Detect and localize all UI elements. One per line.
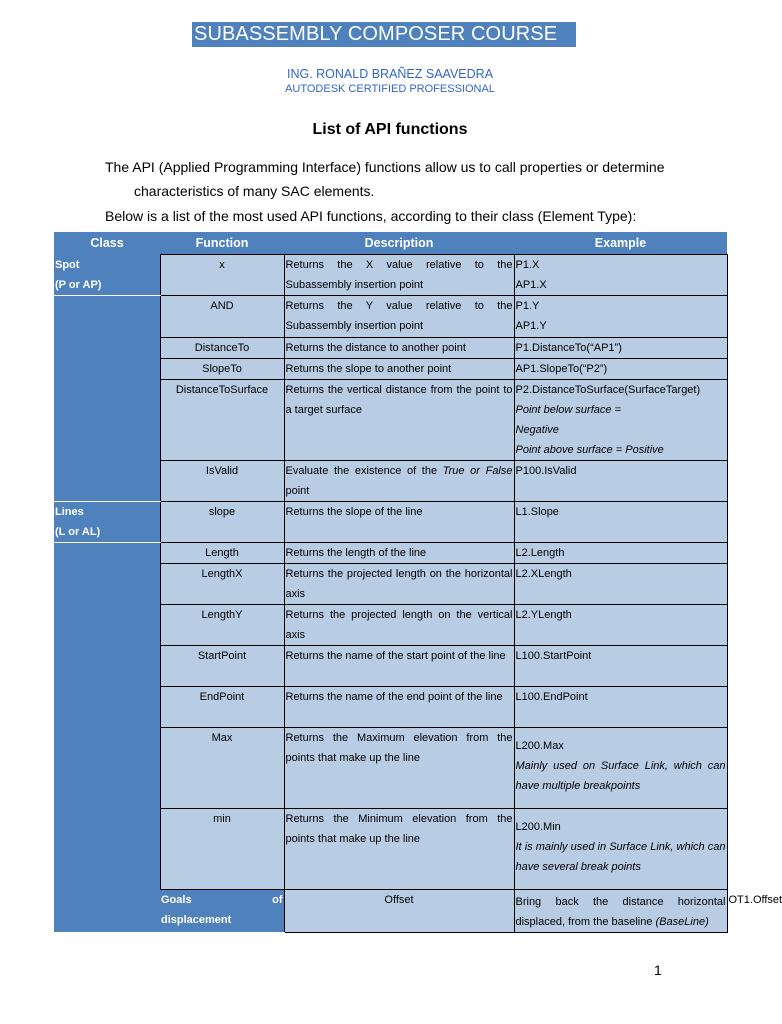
- api-functions-table: [54, 232, 782, 933]
- description-text: Evaluate the existence of the: [285, 465, 443, 477]
- function-description: Returns the Minimum elevation from the points that make up the line: [284, 809, 514, 890]
- function-example: P100.IsValid: [514, 461, 727, 502]
- example-line: P1.Y: [515, 300, 540, 312]
- header-example: Example: [514, 232, 727, 255]
- header-description: Description: [284, 232, 514, 255]
- function-description: Returns the slope of the line: [284, 502, 514, 543]
- function-example: L100.EndPoint: [514, 687, 727, 728]
- description-text: Bring back the distance horizontal displaced, from the baseline: [515, 896, 726, 928]
- intro-paragraph-line1: The API (Applied Programming Interface) functions allow us to call properties or determine: [105, 159, 665, 175]
- class-label: Spot: [55, 258, 80, 271]
- example-note: It is mainly used in Surface Link, which can have several break points: [515, 841, 726, 873]
- function-name: min: [160, 809, 284, 890]
- author-certification: AUTODESK CERTIFIED PROFESSIONAL: [285, 83, 495, 95]
- class-sublabel: displacement: [161, 914, 232, 926]
- function-description: Returns the projected length on the horizontal axis: [284, 564, 514, 605]
- function-example: L1.Slope: [514, 502, 727, 543]
- function-name: x: [160, 255, 284, 296]
- example-line: AP1.X: [515, 279, 547, 291]
- function-example: [514, 255, 727, 296]
- example-line: P2.DistanceToSurface(SurfaceTarget): [515, 384, 701, 396]
- example-line: L200.Min: [515, 821, 561, 833]
- function-example: [514, 296, 727, 338]
- example-line: AP1.Y: [515, 320, 547, 332]
- function-name: Length: [160, 543, 284, 564]
- class-label: Lines: [55, 506, 84, 518]
- function-name: AND: [160, 296, 284, 338]
- description-emphasis: (BaseLine): [655, 916, 709, 928]
- function-example: [514, 809, 727, 890]
- function-description: Returns the Maximum elevation from the points that make up the line: [284, 728, 514, 809]
- function-description: [514, 890, 727, 933]
- function-description: Returns the name of the start point of the line: [284, 646, 514, 687]
- function-name: DistanceTo: [160, 338, 284, 359]
- class-label: Goals: [161, 894, 192, 906]
- header-class: Class: [54, 232, 160, 255]
- function-name: LengthX: [160, 564, 284, 605]
- function-name: Max: [160, 728, 284, 809]
- intro-paragraph-line2: characteristics of many SAC elements.: [134, 183, 375, 199]
- class-cell-spot-continued: [54, 296, 160, 502]
- example-note: Mainly used on Surface Link, which can have multiple breakpoints: [515, 760, 726, 792]
- class-cell-goals: [160, 890, 284, 933]
- function-description: Returns the Y value relative to the Subassembly insertion point: [284, 296, 514, 338]
- function-example: L2.XLength: [514, 564, 727, 605]
- function-example: [514, 380, 727, 461]
- class-sublabel: (L or AL): [55, 526, 101, 538]
- function-example: L2.Length: [514, 543, 727, 564]
- table-row: [54, 296, 727, 338]
- function-description: [284, 461, 514, 502]
- function-example: L2.YLength: [514, 605, 727, 646]
- function-description: Returns the X value relative to the Subassembly insertion point: [284, 255, 514, 296]
- function-name: DistanceToSurface: [160, 380, 284, 461]
- function-description: Returns the length of the line: [284, 543, 514, 564]
- table-header-row: [54, 232, 727, 255]
- function-name: EndPoint: [160, 687, 284, 728]
- example-note: Negative: [515, 424, 559, 436]
- class-cell-spot: [54, 255, 160, 296]
- function-name: slope: [160, 502, 284, 543]
- class-label: of: [272, 894, 283, 906]
- example-line: L200.Max: [515, 740, 564, 752]
- function-example: P1.DistanceTo(“AP1”): [514, 338, 727, 359]
- author-name: ING. RONALD BRAÑEZ SAAVEDRA: [286, 67, 494, 81]
- function-name: SlopeTo: [160, 359, 284, 380]
- class-cell-lines: [54, 502, 160, 543]
- table-row: Goals of displacement Offset Bring back the distance horizontal displaced, from the baseline (BaseLine) OT1.Offset: [54, 890, 727, 933]
- function-example: L100.StartPoint: [514, 646, 727, 687]
- class-sublabel: (P or AP): [55, 278, 102, 291]
- table-row: [54, 502, 727, 543]
- function-name: LengthY: [160, 605, 284, 646]
- function-name: StartPoint: [160, 646, 284, 687]
- function-description: Returns the distance to another point: [284, 338, 514, 359]
- class-cell-lines-continued: [54, 543, 160, 933]
- function-example: [514, 728, 727, 809]
- function-example: AP1.SlopeTo(“P2”): [514, 359, 727, 380]
- table-row: [54, 255, 727, 296]
- function-description: Returns the projected length on the vertical axis: [284, 605, 514, 646]
- page-number: 1: [654, 962, 662, 978]
- description-text: point: [285, 485, 310, 497]
- example-line: P1.X: [515, 259, 540, 271]
- description-emphasis: True or False: [442, 465, 513, 477]
- document-title: List of API functions: [312, 121, 468, 138]
- function-name: IsValid: [160, 461, 284, 502]
- header-function: Function: [160, 232, 284, 255]
- example-note: Point below surface =: [515, 404, 621, 416]
- function-description: Returns the vertical distance from the point to a target surface: [284, 380, 514, 461]
- function-description: Returns the name of the end point of the line: [284, 687, 514, 728]
- example-note: Point above surface = Positive: [515, 444, 664, 456]
- intro-list-caption: Below is a list of the most used API functions, according to their class (Element Type):: [105, 208, 637, 224]
- course-banner: SUBASSEMBLY COMPOSER COURSE: [192, 22, 576, 47]
- function-description: Returns the slope to another point: [284, 359, 514, 380]
- table-row: [54, 543, 727, 564]
- function-name: Offset: [284, 890, 514, 933]
- class-label-line: [161, 890, 283, 910]
